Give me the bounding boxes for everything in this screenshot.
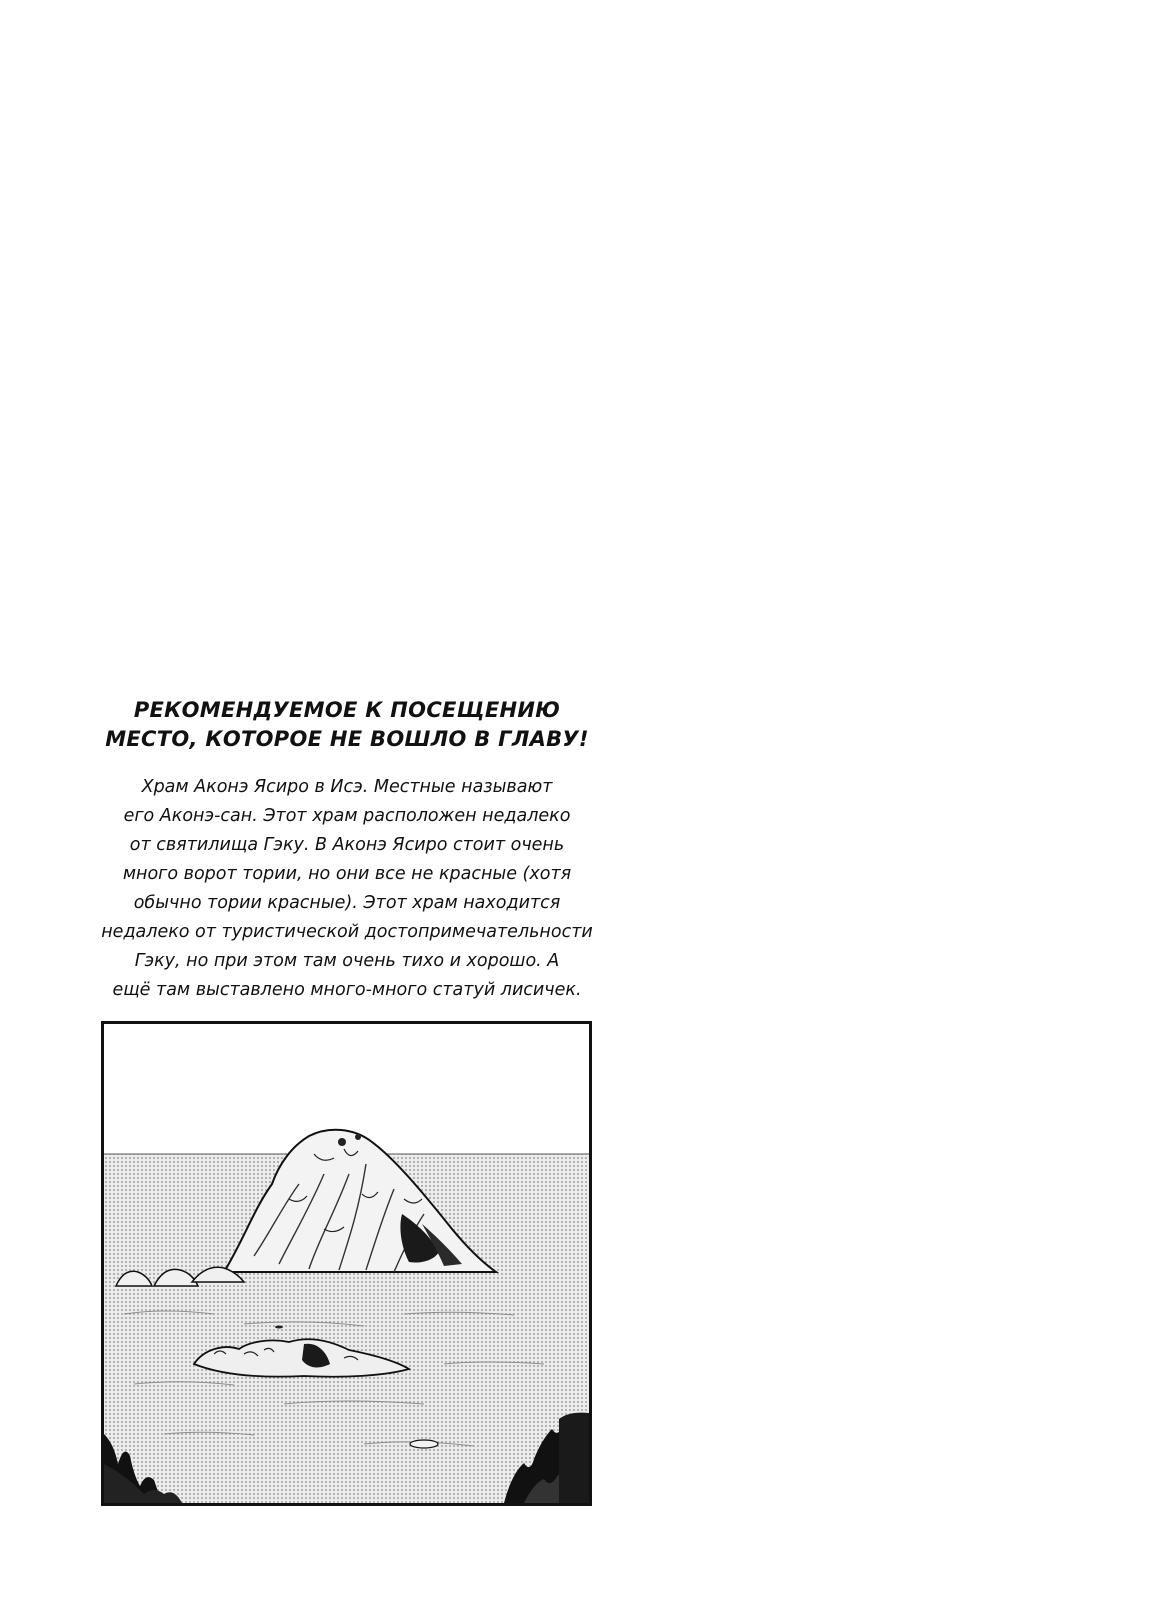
paragraph-line: ещё там выставлено много-много статуй лисичек. [112,980,582,1000]
paragraph-line: Храм Аконэ Ясиро в Исэ. Местные называют [141,777,553,797]
heading-line-2: МЕСТО, КОТОРОЕ НЕ ВОШЛО В ГЛАВУ! [105,727,589,751]
paragraph-line: недалеко от туристической достопримечательности [101,922,593,942]
paragraph-line: от святилища Гэку. В Аконэ Ясиро стоит очень [129,835,565,855]
sea-rock-illustration [104,1024,589,1503]
illustration-panel [101,1021,592,1506]
small-rock [410,1440,438,1448]
paragraph-line: много ворот тории, но они все не красные (хотя [122,864,572,884]
heading-line-1: РЕКОМЕНДУЕМОЕ К ПОСЕЩЕНИЮ [133,698,561,722]
paragraph-line: его Аконэ-сан. Этот храм расположен недалеко [123,806,571,826]
paragraph-line: Гэку, но при этом там очень тихо и хорошо. А [134,951,560,971]
article-paragraph [100,773,594,1005]
tiny-buoy [275,1326,283,1329]
article-heading [100,696,594,754]
paragraph-line: обычно тории красные). Этот храм находится [133,893,561,913]
